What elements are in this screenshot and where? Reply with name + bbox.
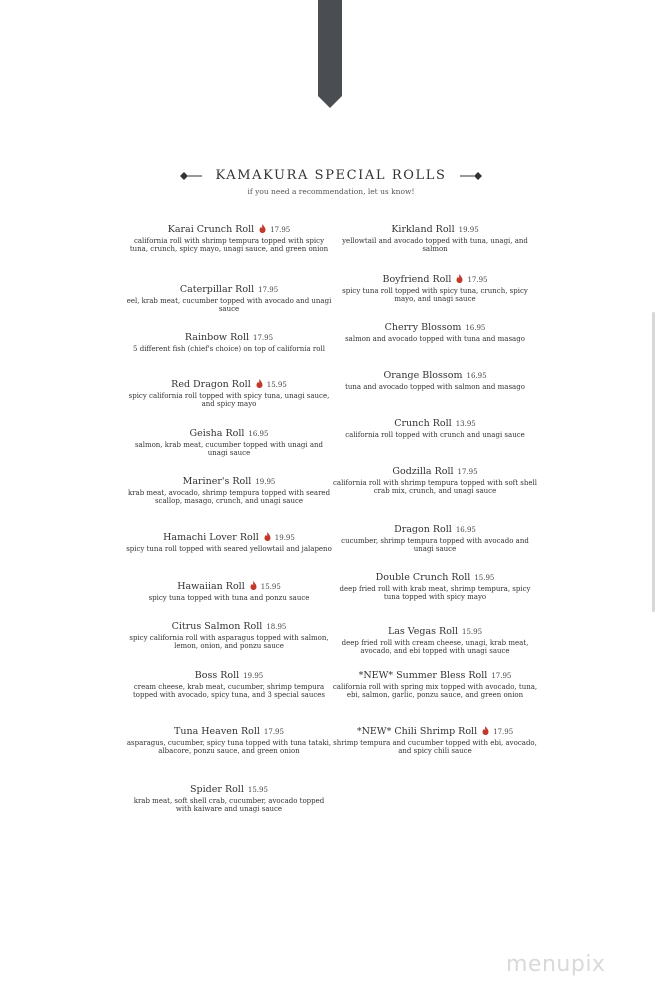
menu-item-name: Orange Blossom [383,370,463,381]
menu-item-description: salmon and avocado topped with tuna and masago [345,335,525,343]
menu-item-heading [330,572,540,584]
menu-item [330,224,540,254]
menu-item-heading [124,726,334,738]
menu-item-description: spicy tuna roll topped with spicy tuna, crunch, spicy mayo, and unagi sauce [342,287,528,304]
spicy-flame-icon [256,379,263,388]
menu-item [124,379,334,409]
menu-item-name: Caterpillar Roll [179,284,255,295]
menu-item-description: california roll with shrimp tempura topped with spicy tuna, crunch, spicy mayo, unagi sauce, and green onion [129,237,329,254]
menu-item-name: *NEW* Chili Shrimp Roll [356,726,478,737]
menu-item-price: 18.95 [266,623,287,631]
menu-item [330,726,540,756]
menu-item [124,332,334,353]
menu-item-description: shrimp tempura and cucumber topped with ebi, avocado, and spicy chili sauce [333,739,537,756]
menu-item-name: Karai Crunch Roll [167,224,255,235]
menu-item-price: 16.95 [455,526,476,534]
menu-item-description: california roll with spring mix topped with avocado, tuna, ebi, salmon, garlic, ponzu sauce, and green onion [332,683,538,700]
menu-item-heading [330,726,540,738]
menu-item-name: Las Vegas Roll [387,626,459,637]
menu-item-heading [330,322,540,334]
menu-item-heading [124,532,334,544]
menu-item-price: 19.95 [458,226,479,234]
menu-item-price: 16.95 [466,372,487,380]
menu-item-heading [124,224,334,236]
menu-item-name: Mariner's Roll [182,476,252,487]
menu-item-name: Godzilla Roll [392,466,454,477]
spicy-flame-icon [250,581,257,590]
menu-item [330,418,540,439]
menu-item-heading [330,466,540,478]
menu-item-description: spicy california roll topped with spicy tuna, unagi sauce, and spicy mayo [128,392,330,409]
menu-item-name: Citrus Salmon Roll [171,621,263,632]
menu-item-price: 19.95 [243,672,264,680]
menu-item-name: Hawaiian Roll [177,581,245,592]
menu-item-heading [124,332,334,344]
menu-item-heading [330,370,540,382]
menu-item-price: 16.95 [465,324,486,332]
menu-item [330,466,540,496]
menu-item-price: 17.95 [258,286,279,294]
menu-item-name: Kirkland Roll [391,224,455,235]
menu-item-name: Boss Roll [194,670,240,681]
menu-item-name: Dragon Roll [394,524,452,535]
menu-item-price: 17.95 [263,728,284,736]
menu-item [124,532,334,553]
menu-item-heading [124,284,334,296]
menu-item-heading [330,670,540,682]
menu-item [330,524,540,554]
menu-item-price: 16.95 [248,430,269,438]
menu-item-description: cream cheese, krab meat, cucumber, shrimp tempura topped with avocado, spicy tuna, and 3 special sauces [132,683,326,700]
menu-item-name: Hamachi Lover Roll [163,532,259,543]
menu-item [124,476,334,506]
menu-item [124,670,334,700]
menu-item-price: 19.95 [255,478,276,486]
menu-item-description: spicy tuna topped with tuna and ponzu sauce [148,594,310,602]
menu-item [124,224,334,254]
menu-item-name: Tuna Heaven Roll [174,726,260,737]
menu-item [124,621,334,651]
scrollbar[interactable] [652,312,655,612]
menu-item-description: california roll with shrimp tempura topped with soft shell crab mix, crunch, and unagi sauce [332,479,538,496]
menu-item-heading [330,418,540,430]
spicy-flame-icon [264,532,271,541]
menu-item [330,370,540,391]
menu-item-description: cucumber, shrimp tempura topped with avocado and unagi sauce [341,537,529,554]
menu-item-heading [124,379,334,391]
menu-item-heading [330,524,540,536]
menu-item-description: krab meat, avocado, shrimp tempura topped with seared scallop, masago, crunch, and unagi sauce [127,489,331,506]
menu-item-price: 17.95 [491,672,512,680]
menu-item-heading [124,621,334,633]
menu-item-price: 17.95 [467,276,488,284]
menu-item [330,274,540,304]
menu-item-heading [330,224,540,236]
menu-item [330,322,540,343]
menu-item [330,670,540,700]
diamond-ornament-right-icon [460,172,482,180]
menu-item [124,284,334,314]
menu-item-name: Boyfriend Roll [382,274,452,285]
menu-item-description: salmon, krab meat, cucumber topped with unagi and unagi sauce [134,441,324,458]
menu-item-description: spicy tuna roll topped with seared yellowtail and jalapeno [126,545,332,553]
menu-item [330,626,540,656]
menu-item-price: 15.95 [474,574,495,582]
menu-item-description: krab meat, soft shell crab, cucumber, avocado topped with kaiware and unagi sauce [133,797,325,814]
menu-item-price: 15.95 [247,786,268,794]
menu-item-description: yellowtail and avocado topped with tuna, unagi, and salmon [342,237,528,254]
menu-item-description: deep fried roll with cream cheese, unagi, krab meat, avocado, and ebi topped with unagi sauce [341,639,529,656]
menu-item-price: 15.95 [266,381,287,389]
spicy-flame-icon [456,274,463,283]
spicy-flame-icon [482,726,489,735]
menu-item-name: Cherry Blossom [384,322,462,333]
menu-item [124,581,334,602]
menu-item-price: 17.95 [270,226,291,234]
menu-item-name: Red Dragon Roll [171,379,251,390]
menu-subtitle: if you need a recommendation, let us know! [247,187,415,196]
menu-item-price: 15.95 [462,628,483,636]
menu-item-heading [124,581,334,593]
menu-item-name: *NEW* Summer Bless Roll [358,670,488,681]
menu-item-heading [124,428,334,440]
menu-item-name: Double Crunch Roll [375,572,471,583]
menu-item-description: spicy california roll with asparagus topped with salmon, lemon, onion, and ponzu sauce [129,634,329,651]
menu-item-name: Crunch Roll [394,418,452,429]
menu-item-heading [330,274,540,286]
menu-item-description: 5 different fish (chief's choice) on top of california roll [133,345,325,353]
menu-item-description: asparagus, cucumber, spicy tuna topped with tuna tataki, albacore, ponzu sauce, and green onion [126,739,332,756]
menu-item-heading [330,626,540,638]
menu-item-description: california roll topped with crunch and unagi sauce [345,431,525,439]
menu-title: KAMAKURA SPECIAL ROLLS [215,168,447,183]
menu-item [124,428,334,458]
menu-item-price: 19.95 [274,534,295,542]
menu-item [330,572,540,602]
menu-item-price: 17.95 [457,468,478,476]
menu-item-name: Spider Roll [190,784,244,795]
menu-item-name: Geisha Roll [189,428,245,439]
menu-item-price: 17.95 [493,728,514,736]
diamond-ornament-left-icon [180,172,202,180]
menu-item-description: tuna and avocado topped with salmon and masago [345,383,525,391]
menu-item-price: 15.95 [260,583,281,591]
menu-item-heading [124,784,334,796]
watermark-logo: menupix [506,952,606,977]
menu-item-heading [124,670,334,682]
bookmark-ribbon [318,0,342,108]
menu-item-heading [124,476,334,488]
menu-item-description: eel, krab meat, cucumber topped with avocado and unagi sauce [126,297,332,314]
menu-item-name: Rainbow Roll [184,332,250,343]
menu-item [124,726,334,756]
menu-header [0,168,662,196]
menu-item-description: deep fried roll with krab meat, shrimp tempura, spicy tuna topped with spicy mayo [339,585,531,602]
spicy-flame-icon [259,224,266,233]
menu-item-price: 17.95 [253,334,274,342]
menu-item [124,784,334,814]
menu-item-price: 13.95 [455,420,476,428]
